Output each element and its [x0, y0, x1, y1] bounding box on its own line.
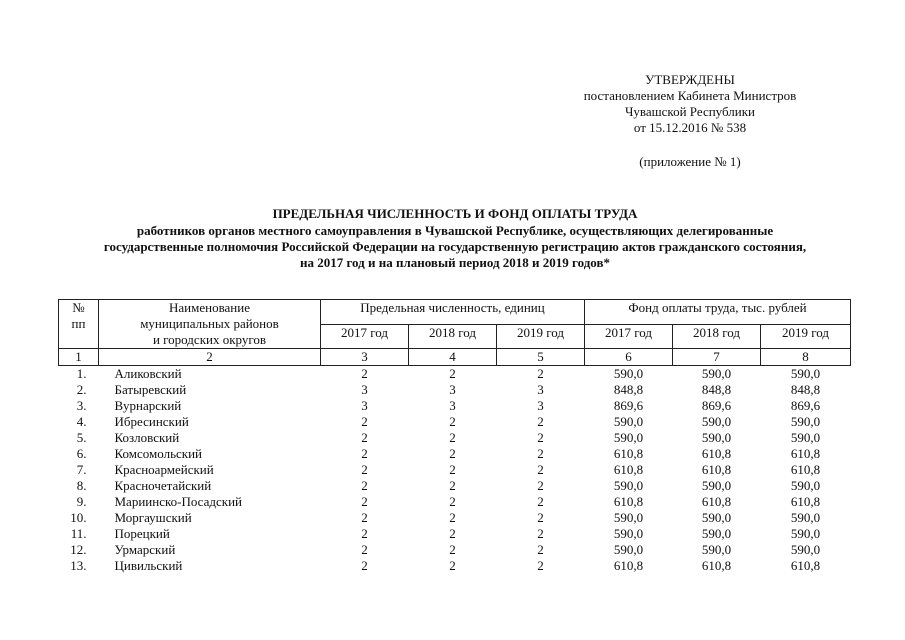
table-row	[59, 446, 851, 462]
fund-2019: 610,8	[790, 462, 821, 477]
district-name: Батыревский	[114, 382, 187, 397]
count-2019: 2	[537, 558, 544, 573]
count-2017: 2	[361, 478, 368, 493]
header-year-count-2019: 2019 год	[497, 324, 585, 349]
fund-2017: 590,0	[613, 366, 644, 381]
count-2019: 2	[537, 414, 544, 429]
count-2017: 2	[361, 542, 368, 557]
table-row	[59, 558, 851, 574]
fund-2018: 610,8	[701, 446, 732, 461]
count-2017: 2	[361, 366, 368, 381]
table-row	[59, 526, 851, 542]
fund-2018: 590,0	[701, 366, 732, 381]
row-number: 11.	[70, 526, 87, 541]
appendix-label: (приложение № 1)	[639, 154, 741, 169]
row-number: 5.	[76, 430, 87, 445]
fund-2017: 869,6	[613, 398, 644, 413]
header-year-fund-2018: 2018 год	[673, 324, 761, 349]
district-name: Комсомольский	[114, 446, 202, 461]
fund-2019: 590,0	[790, 414, 821, 429]
fund-2018: 848,8	[701, 382, 732, 397]
row-number: 12.	[70, 542, 87, 557]
approval-issuer: постановлением Кабинета Министров	[583, 88, 797, 103]
district-name: Ибресинский	[114, 414, 189, 429]
header-name-line-2: муниципальных районов	[140, 316, 279, 331]
document-subtitle-line-3: на 2017 год и на плановый период 2018 и 2019 годов*	[299, 255, 610, 270]
header-group-fund: Фонд оплаты труда, тыс. рублей	[585, 300, 851, 325]
row-number: 2.	[76, 382, 87, 397]
count-2018: 2	[449, 430, 456, 445]
column-number: 5	[497, 349, 585, 366]
fund-2018: 590,0	[701, 542, 732, 557]
count-2019: 2	[537, 478, 544, 493]
fund-2017: 590,0	[613, 510, 644, 525]
count-2018: 2	[449, 542, 456, 557]
approval-title: УТВЕРЖДЕНЫ	[645, 72, 735, 87]
row-number: 10.	[70, 510, 87, 525]
document-subtitle-line-2: государственные полномочия Российской Федерации на государственную регистрацию актов гражданского состояния,	[103, 239, 807, 254]
column-number: 8	[761, 349, 851, 366]
district-name: Козловский	[114, 430, 180, 445]
row-number: 4.	[76, 414, 87, 429]
count-2019: 2	[537, 446, 544, 461]
approval-republic: Чувашской Республики	[624, 104, 756, 119]
column-number: 2	[99, 349, 321, 366]
count-2018: 3	[449, 382, 456, 397]
fund-2018: 590,0	[701, 430, 732, 445]
header-number	[59, 300, 99, 349]
count-2019: 3	[537, 398, 544, 413]
fund-2019: 590,0	[790, 430, 821, 445]
count-2018: 2	[449, 510, 456, 525]
district-name: Аликовский	[114, 366, 182, 381]
count-2019: 3	[537, 382, 544, 397]
table-row	[59, 430, 851, 446]
count-2018: 2	[449, 558, 456, 573]
count-2019: 2	[537, 526, 544, 541]
column-number: 3	[321, 349, 409, 366]
row-number: 13.	[70, 558, 87, 573]
row-number: 9.	[76, 494, 87, 509]
document-subtitle-line-1: работников органов местного самоуправления в Чувашской Республике, осуществляющих делегированные	[136, 223, 774, 238]
count-2017: 2	[361, 526, 368, 541]
fund-2019: 610,8	[790, 494, 821, 509]
fund-2017: 590,0	[613, 414, 644, 429]
table-row	[59, 382, 851, 398]
district-name: Вурнарский	[114, 398, 182, 413]
fund-2019: 869,6	[790, 398, 821, 413]
table-row	[59, 494, 851, 510]
count-2018: 2	[449, 462, 456, 477]
column-number: 6	[585, 349, 673, 366]
district-name: Моргаушский	[114, 510, 192, 525]
fund-2017: 590,0	[613, 526, 644, 541]
count-2019: 2	[537, 494, 544, 509]
header-name-line-1: Наименование	[169, 300, 250, 315]
count-2018: 2	[449, 526, 456, 541]
row-number: 8.	[76, 478, 87, 493]
count-2017: 2	[361, 430, 368, 445]
table-body	[59, 366, 851, 575]
fund-2019: 590,0	[790, 366, 821, 381]
header-year-count-2018: 2018 год	[409, 324, 497, 349]
fund-2017: 610,8	[613, 462, 644, 477]
count-2019: 2	[537, 542, 544, 557]
fund-2019: 848,8	[790, 382, 821, 397]
approval-date-number: от 15.12.2016 № 538	[633, 120, 747, 135]
table-row	[59, 542, 851, 558]
column-number: 1	[59, 349, 99, 366]
header-group-count: Предельная численность, единиц	[321, 300, 585, 325]
fund-2019: 590,0	[790, 542, 821, 557]
table-row	[59, 462, 851, 478]
count-2017: 2	[361, 462, 368, 477]
column-number: 4	[409, 349, 497, 366]
document-title-block	[40, 206, 870, 271]
count-2019: 2	[537, 510, 544, 525]
header-name-line-3: и городских округов	[152, 332, 267, 347]
fund-2018: 590,0	[701, 414, 732, 429]
fund-2017: 610,8	[613, 558, 644, 573]
document-title: ПРЕДЕЛЬНАЯ ЧИСЛЕННОСТЬ И ФОНД ОПЛАТЫ ТРУДА	[272, 206, 638, 221]
table-row	[59, 510, 851, 526]
fund-2019: 590,0	[790, 510, 821, 525]
header-column-numbering	[59, 349, 851, 366]
header-number-line-1: №	[72, 300, 85, 315]
fund-2018: 869,6	[701, 398, 732, 413]
count-2017: 2	[361, 510, 368, 525]
fund-2019: 590,0	[790, 478, 821, 493]
count-2017: 3	[361, 382, 368, 397]
fund-2018: 610,8	[701, 462, 732, 477]
fund-2018: 590,0	[701, 510, 732, 525]
header-number-line-2: пп	[71, 316, 86, 331]
count-2018: 3	[449, 398, 456, 413]
table-row	[59, 414, 851, 430]
district-name: Красночетайский	[114, 478, 212, 493]
fund-2017: 848,8	[613, 382, 644, 397]
fund-2017: 590,0	[613, 430, 644, 445]
count-2019: 2	[537, 366, 544, 381]
count-2018: 2	[449, 446, 456, 461]
approval-block	[560, 72, 820, 170]
table-row	[59, 398, 851, 414]
district-name: Мариинско-Посадский	[114, 494, 242, 509]
count-2019: 2	[537, 462, 544, 477]
count-2018: 2	[449, 494, 456, 509]
count-2018: 2	[449, 478, 456, 493]
count-2017: 2	[361, 494, 368, 509]
count-2017: 2	[361, 446, 368, 461]
row-number: 3.	[76, 398, 87, 413]
district-name: Цивильский	[114, 558, 183, 573]
fund-2018: 590,0	[701, 526, 732, 541]
row-number: 1.	[76, 366, 87, 381]
count-2019: 2	[537, 430, 544, 445]
fund-2017: 590,0	[613, 542, 644, 557]
fund-2017: 610,8	[613, 446, 644, 461]
count-2018: 2	[449, 366, 456, 381]
district-name: Урмарский	[114, 542, 176, 557]
table-row	[59, 366, 851, 383]
row-number: 7.	[76, 462, 87, 477]
header-name	[99, 300, 321, 349]
header-year-fund-2017: 2017 год	[585, 324, 673, 349]
column-number: 7	[673, 349, 761, 366]
fund-2018: 610,8	[701, 494, 732, 509]
fund-2017: 610,8	[613, 494, 644, 509]
header-year-count-2017: 2017 год	[321, 324, 409, 349]
count-2018: 2	[449, 414, 456, 429]
district-name: Порецкий	[114, 526, 170, 541]
row-number: 6.	[76, 446, 87, 461]
staff-fund-table	[58, 299, 851, 574]
fund-2018: 590,0	[701, 478, 732, 493]
count-2017: 2	[361, 558, 368, 573]
fund-2017: 590,0	[613, 478, 644, 493]
fund-2019: 610,8	[790, 446, 821, 461]
count-2017: 2	[361, 414, 368, 429]
fund-2018: 610,8	[701, 558, 732, 573]
header-year-fund-2019: 2019 год	[761, 324, 851, 349]
fund-2019: 590,0	[790, 526, 821, 541]
fund-2019: 610,8	[790, 558, 821, 573]
district-name: Красноармейский	[114, 462, 214, 477]
count-2017: 3	[361, 398, 368, 413]
table-row	[59, 478, 851, 494]
